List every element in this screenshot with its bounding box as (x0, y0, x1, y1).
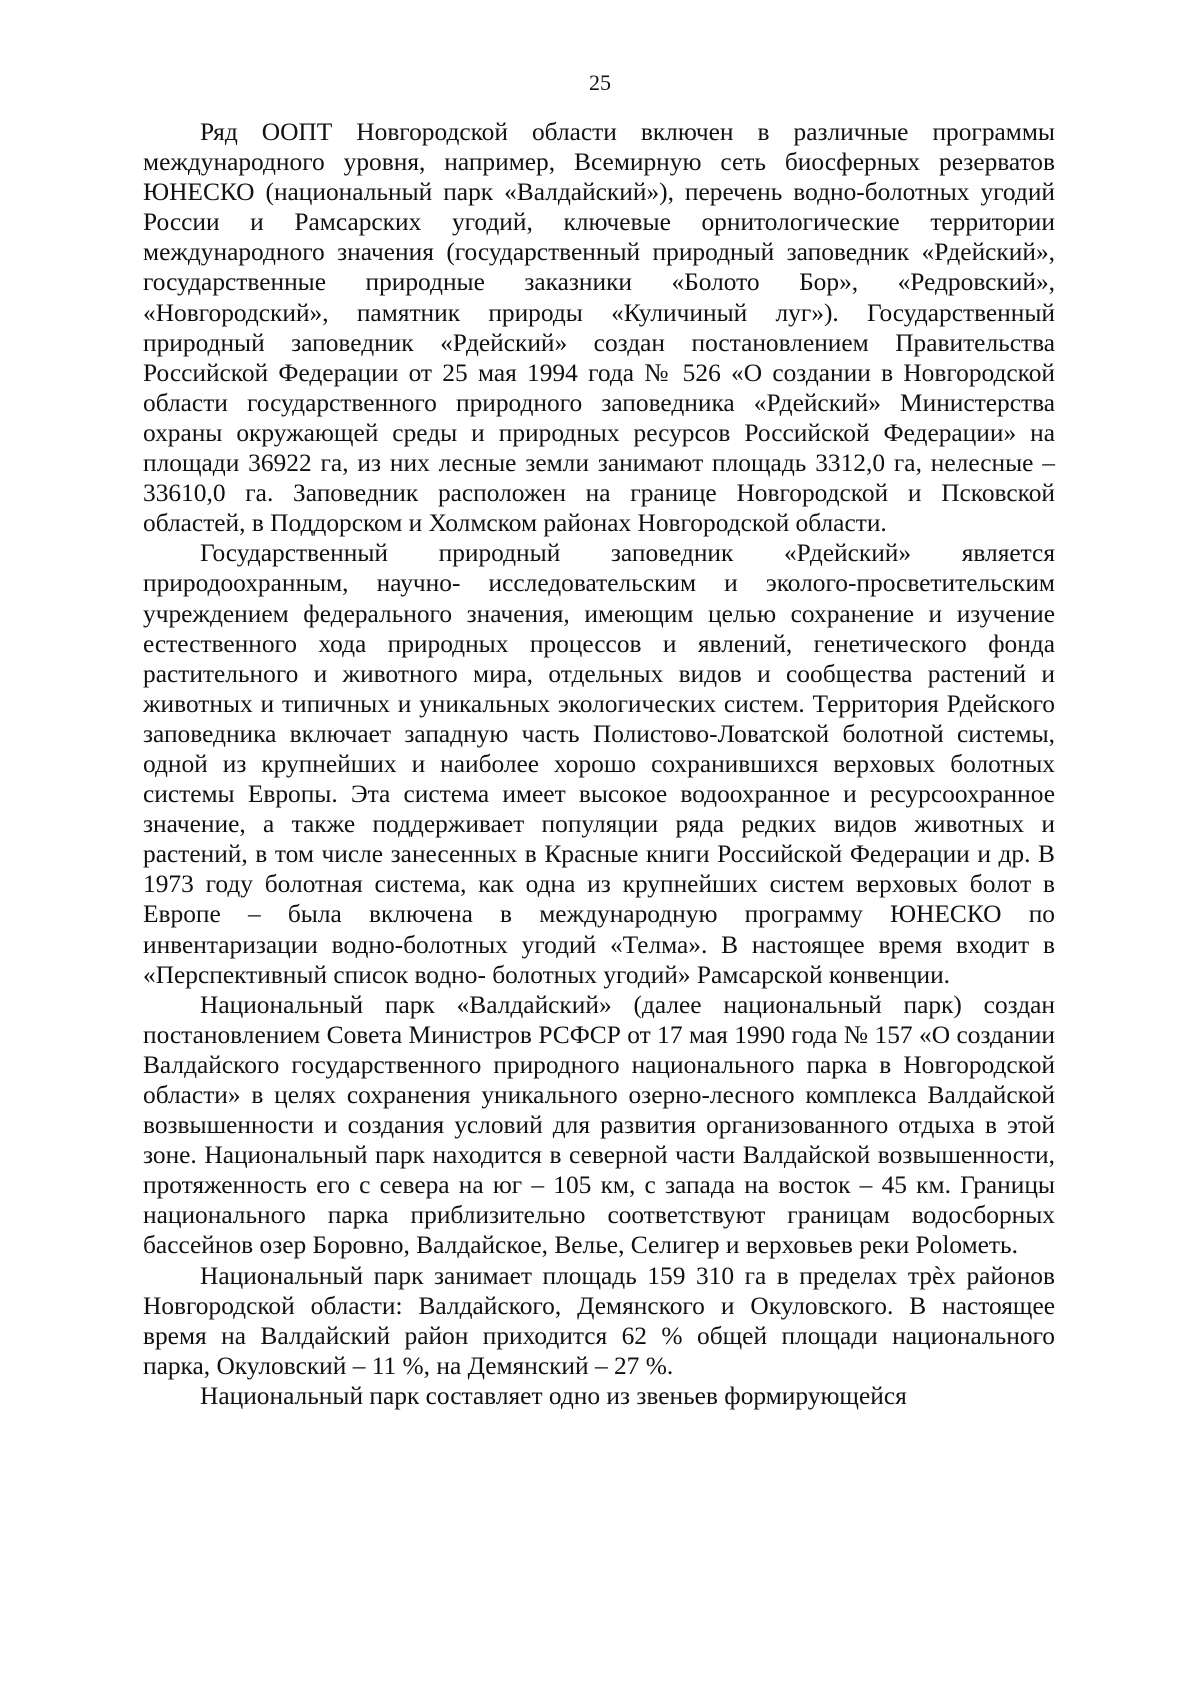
paragraph-3: Национальный парк «Валдайский» (далее национальный парк) создан постановлением Совета Министров РСФСР от 17 мая 1990 года № 157 «О создании Валдайского государственного природного национального парка в Новгородской области» в целях сохранения уникального озерно-лесного комплекса Валдайской возвышенности и создания условий для развития организованного отдыха в этой зоне. Национальный парк находится в северной части Валдайской возвышенности, протяженность его с севера на юг – 105 км, с запада на восток – 45 км. Границы национального парка приблизительно соответствуют границам водосборных бассейнов озер Боровно, Валдайское, Велье, Селигер и верховьев реки Polометь. (143, 990, 1055, 1260)
document-body (143, 117, 1055, 1411)
paragraph-5: Национальный парк составляет одно из звеньев формирующейся (200, 1381, 907, 1410)
paragraph-1: Ряд ООПТ Новгородской области включен в различные программы международного уровня, например, Всемирную сеть биосферных резерватов ЮНЕСКО (национальный парк «Валдайский»), перечень водно-болотных угодий России и Рамсарских угодий, ключевые орнитологические территории международного значения (государственный природный заповедник «Рдейский», государственные природные заказники «Болото Бор», «Редровский», «Новгородский», памятник природы «Куличиный луг»). Государственный природный заповедник «Рдейский» создан постановлением Правительства Российской Федерации от 25 мая 1994 года № 526 «О создании в Новгородской области государственного природного заповедника «Рдейский» Министерства охраны окружающей среды и природных ресурсов Российской Федерации» на площади 36922 га, из них лесные земли занимают площадь 3312,0 га, нелесные – 33610,0 га. Заповедник расположен на границе Новгородской и Псковской областей, в Поддорском и Холмском районах Новгородской области. (143, 118, 1055, 538)
paragraph-4: Национальный парк занимает площадь 159 310 га в пределах трѐх районов Новгородской области: Валдайского, Демянского и Окуловского. В настоящее время на Валдайский район приходится 62 % общей площади национального парка, Окуловский – 11 %, на Демянский – 27 %. (143, 1261, 1055, 1380)
paragraph-2: Государственный природный заповедник «Рдейский» является природоохранным, научно- исследовательским и эколого-просветительским учреждением федерального значения, имеющим целью сохранение и изучение естественного хода природных процессов и явлений, генетического фонда растительного и животного мира, отдельных видов и сообщества растений и животных и типичных и уникальных экологических систем. Территория Рдейского заповедника включает западную часть Полистово-Ловатской болотной системы, одной из крупнейших и наиболее хорошо сохранившихся верховых болотных системы Европы. Эта система имеет высокое водоохранное и ресурсоохранное значение, а также поддерживает популяции ряда редких видов животных и растений, в том числе занесенных в Красные книги Российской Федерации и др. В 1973 году болотная система, как одна из крупнейших систем верховых болот в Европе – была включена в международную программу ЮНЕСКО по инвентаризации водно-болотных угодий «Телма». В настоящее время входит в «Перспективный список водно- болотных угодий» Рамсарской конвенции. (143, 539, 1055, 989)
page-number: 25 (589, 70, 611, 95)
